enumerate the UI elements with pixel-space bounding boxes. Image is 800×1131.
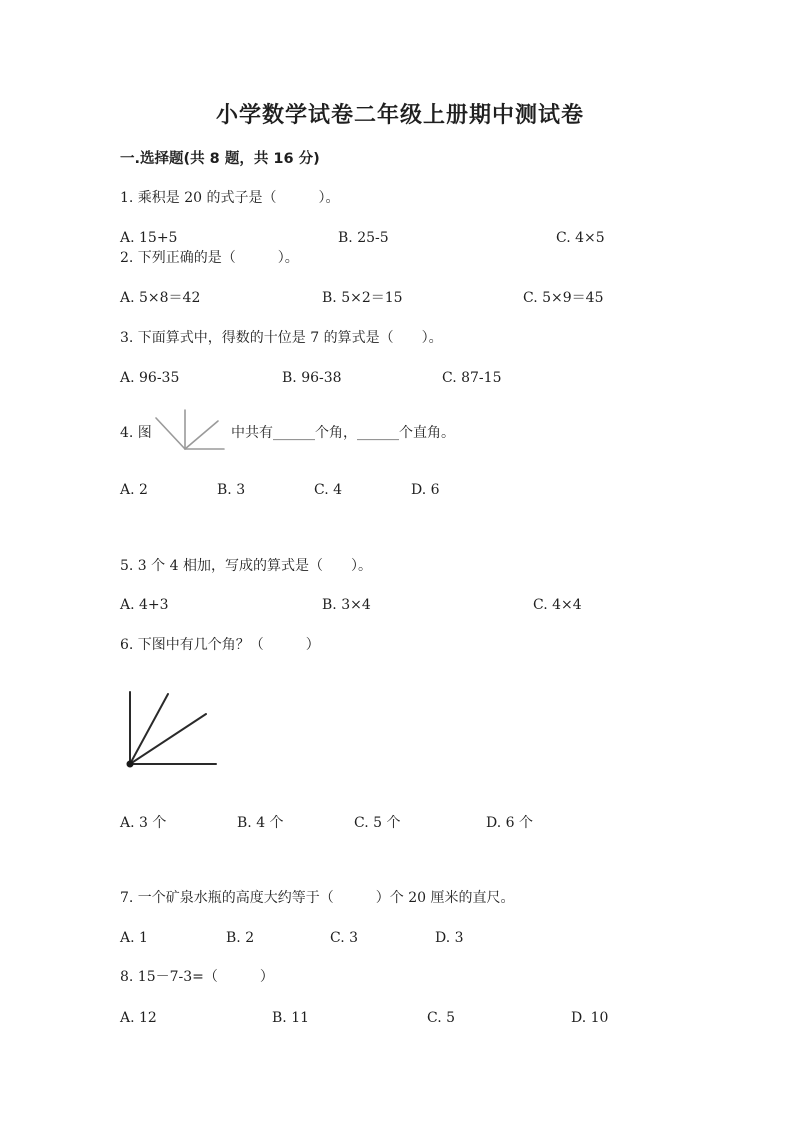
question-8-option-c[interactable]: C. 5 [427, 1010, 456, 1026]
question-5-option-b[interactable]: B. 3×4 [322, 597, 371, 613]
question-6-stem: 6. 下图中有几个角？（ ） [120, 637, 320, 653]
question-7-stem: 7. 一个矿泉水瓶的高度大约等于（ ）个 20 厘米的直尺。 [120, 890, 515, 906]
question-4-option-d[interactable]: D. 6 [411, 482, 440, 498]
question-5-stem: 5. 3 个 4 相加，写成的算式是（ ）。 [120, 558, 372, 574]
question-8-stem: 8. 15－7-3=（ ） [120, 969, 274, 985]
angle-fan-icon [156, 410, 226, 452]
section-heading: 一.选择题(共 8 题，共 16 分) [120, 151, 320, 167]
question-1-option-b[interactable]: B. 25-5 [338, 230, 389, 246]
question-5-option-c[interactable]: C. 4×4 [533, 597, 582, 613]
question-7-option-c[interactable]: C. 3 [330, 930, 359, 946]
question-3-option-b[interactable]: B. 96-38 [282, 370, 342, 386]
question-4-option-c[interactable]: C. 4 [314, 482, 343, 498]
question-8-option-d[interactable]: D. 10 [571, 1010, 609, 1026]
question-7-option-b[interactable]: B. 2 [226, 930, 255, 946]
angle-rays-icon [124, 690, 220, 770]
question-4-option-a[interactable]: A. 2 [120, 482, 148, 498]
question-1-option-a[interactable]: A. 15+5 [120, 230, 178, 246]
question-4-stem-prefix: 4. 图 [120, 425, 152, 441]
question-6-option-a[interactable]: A. 3 个 [120, 815, 167, 831]
question-3-option-a[interactable]: A. 96-35 [120, 370, 180, 386]
question-6-option-b[interactable]: B. 4 个 [237, 815, 284, 831]
question-4-stem-suffix: 中共有______个角，______个直角。 [231, 425, 455, 441]
question-8-option-b[interactable]: B. 11 [272, 1010, 310, 1026]
question-4-option-b[interactable]: B. 3 [217, 482, 246, 498]
question-3-stem: 3. 下面算式中，得数的十位是 7 的算式是（ ）。 [120, 330, 443, 346]
question-7-option-a[interactable]: A. 1 [120, 930, 148, 946]
question-1-stem: 1. 乘积是 20 的式子是（ ）。 [120, 190, 340, 206]
question-2-option-c[interactable]: C. 5×9＝45 [523, 290, 604, 306]
question-8-option-a[interactable]: A. 12 [120, 1010, 157, 1026]
question-6-option-d[interactable]: D. 6 个 [486, 815, 533, 831]
question-5-option-a[interactable]: A. 4+3 [120, 597, 169, 613]
question-7-option-d[interactable]: D. 3 [435, 930, 464, 946]
question-2-stem: 2. 下列正确的是（ ）。 [120, 250, 299, 266]
question-1-option-c[interactable]: C. 4×5 [556, 230, 605, 246]
question-6-option-c[interactable]: C. 5 个 [354, 815, 401, 831]
question-2-option-b[interactable]: B. 5×2＝15 [322, 290, 403, 306]
page-title: 小学数学试卷二年级上册期中测试卷 [215, 102, 584, 128]
question-2-option-a[interactable]: A. 5×8＝42 [120, 290, 201, 306]
question-3-option-c[interactable]: C. 87-15 [442, 370, 502, 386]
